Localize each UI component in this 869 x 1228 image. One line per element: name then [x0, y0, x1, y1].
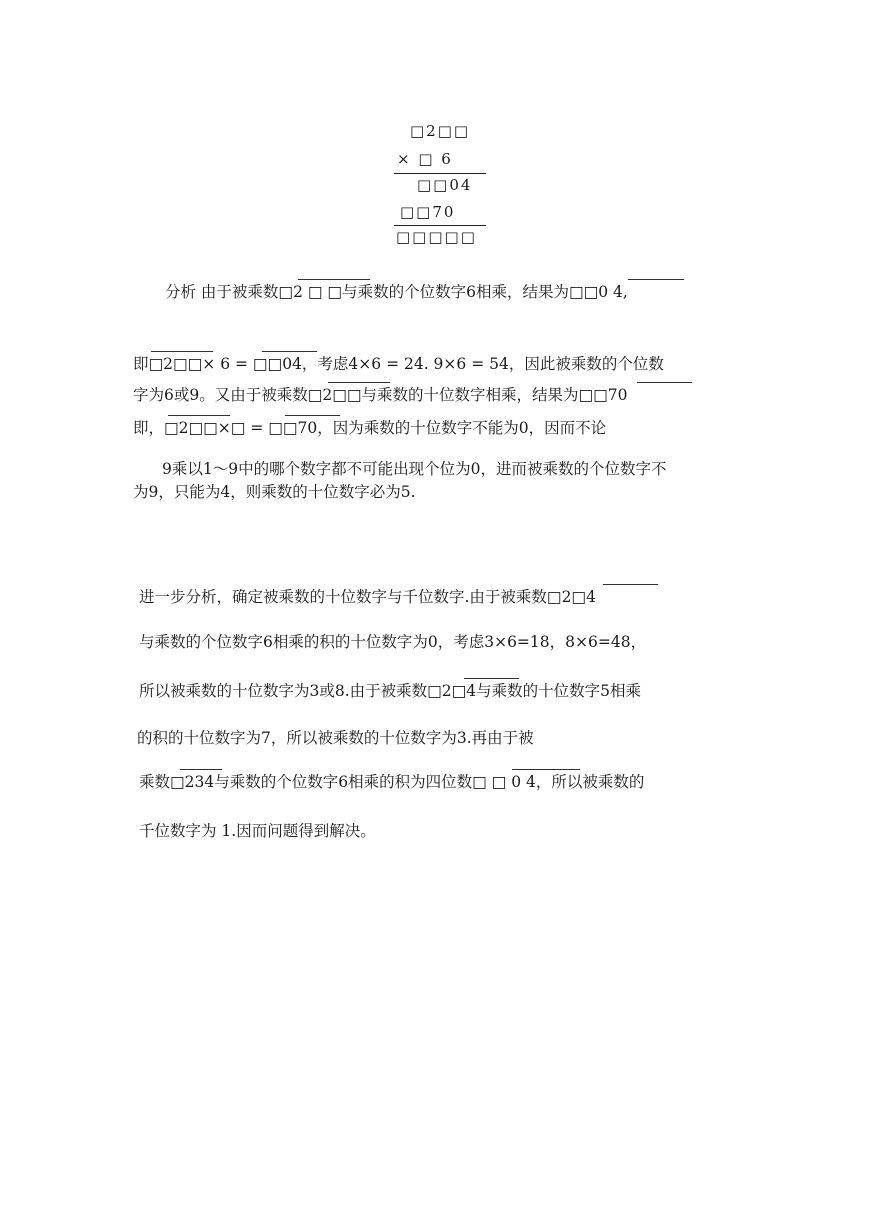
text-line-1: 分析 由于被乘数□2 □ □与乘数的个位数字6相乘，结果为□□0 4,: [165, 283, 628, 301]
final-product: □□□□□: [396, 228, 477, 246]
text-line-10: 的积的十位数字为7，所以被乘数的十位数字为3.再由于被: [137, 729, 534, 747]
overline: [168, 415, 230, 416]
overline: [285, 415, 340, 416]
multiplier: × □ 6: [397, 150, 453, 168]
overline: [603, 584, 658, 585]
text-line-8: 与乘数的个位数字6相乘的积的十位数字为0，考虑3×6=18，8×6=48，: [139, 633, 647, 651]
overline: [512, 769, 580, 770]
text-line-5: 9乘以1～9中的哪个数字都不可能出现个位为0，进而被乘数的个位数字不: [162, 460, 667, 478]
partial-product-1: □□04: [417, 176, 473, 194]
arith-rule-2: [394, 225, 486, 226]
overline: [298, 279, 370, 280]
partial-product-2: □□70: [400, 203, 456, 221]
text-line-4: 即，□2□□×□ = □□70，因为乘数的十位数字不能为0，因而不论: [133, 419, 607, 437]
overline: [328, 382, 390, 383]
overline: [180, 769, 222, 770]
overline: [637, 382, 692, 383]
text-line-12: 千位数字为 1.因而问题得到解决。: [139, 822, 376, 840]
overline: [628, 279, 684, 280]
text-line-2: 即□2□□× 6 = □□04，考虑4×6 = 24. 9×6 = 54，因此被乘数的个位数: [133, 355, 664, 373]
text-line-11: 乘数□234与乘数的个位数字6相乘的积为四位数□ □ 0 4，所以被乘数的: [139, 773, 645, 791]
overline: [464, 678, 519, 679]
overline: [262, 351, 317, 352]
overline: [151, 351, 213, 352]
text-line-9: 所以被乘数的十位数字为3或8.由于被乘数□2□4与乘数的十位数字5相乘: [139, 682, 642, 700]
arith-rule-1: [394, 173, 486, 174]
text-line-3: 字为6或9。又由于被乘数□2□□与乘数的十位数字相乘，结果为□□70: [133, 386, 628, 404]
multiplicand: □2□□: [410, 122, 471, 140]
text-line-6: 为9，只能为4，则乘数的十位数字必为5.: [133, 483, 416, 501]
text-line-7: 进一步分析，确定被乘数的十位数字与千位数字.由于被乘数□2□4: [139, 588, 596, 606]
